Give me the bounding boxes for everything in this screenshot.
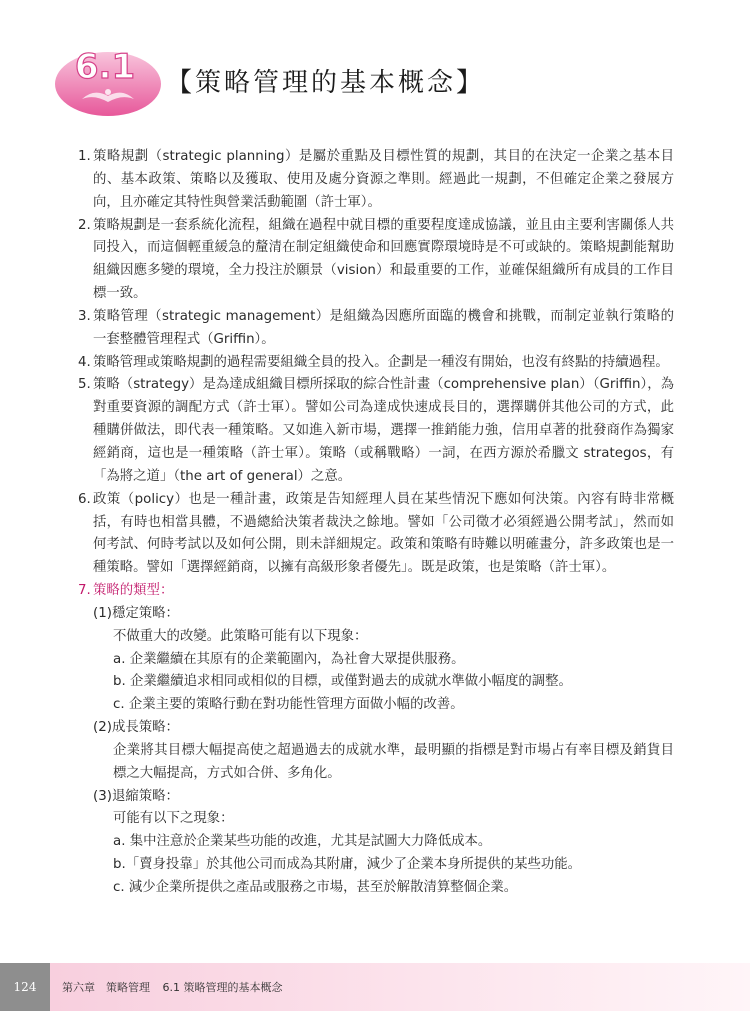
list-item: 3. 策略管理（strategic management）是組織為因應所面臨的機會和挑戰，而制定並執行策略的一套整體管理程式（Griffin）。 [78, 306, 674, 352]
item-text: 策略管理（strategic management）是組織為因應所面臨的機會和挑戰，而制定並執行策略的一套整體管理程式（Griffin）。 [93, 308, 674, 347]
sub-list-item: c. 減少企業所提供之產品或服務之市場，甚至於解散清算整個企業。 [113, 880, 518, 895]
section-badge [52, 44, 164, 118]
item-text: 策略（strategy）是為達成組織目標所採取的綜合性計畫（comprehensive plan）（Griffin），為對重要資源的調配方式（許士軍）。譬如公司為達成快速成長目的，選擇購併其他公司的方式，此種購併做法，即代表一種策略。又如進入新市場，選擇一推銷能力強，信用卓著的批發商作為獨家經銷商，這也是一種策略（許士軍）。策略（或稱戰略）一詞，在西方源於希臘文 strategos，有「為將之道」（the art of general）之意。 [93, 377, 674, 484]
stable-strategy [78, 603, 674, 717]
list-item: 2. 策略規劃是一套系統化流程，組織在過程中就目標的重要程度達成協議，並且由主要利害關係人共同投入，而這個輕重緩急的釐清在制定組織使命和回應實際環境時是不可或缺的。策略規劃能幫助組織因應多變的環境，全力投注於願景（vision）和最重要的工作，並確保組織所有成員的工作目標一致。 [78, 215, 674, 306]
subsection-label: (1)穩定策略： [93, 605, 179, 621]
page-number: 124 [0, 963, 50, 1011]
retrenchment-strategy [78, 786, 674, 900]
section-title: 【策略管理的基本概念】 [166, 68, 486, 98]
list-item: 4. 策略管理或策略規劃的過程需要組織全員的投入。企劃是一種沒有開始，也沒有終點的持續過程。 [78, 352, 674, 375]
sub-list-item: c. 企業主要的策略行動在對功能性管理方面做小幅的改善。 [113, 697, 464, 713]
subsection-label: (3)退縮策略： [93, 788, 179, 804]
badge-number: 6.1 [74, 47, 136, 87]
item-text: 政策（policy）也是一種計畫，政策是告知經理人員在某些情況下應如何決策。內容有時非常概括，有時也相當具體，不過總給決策者裁決之餘地。譬如「公司徵才必須經過公開考試」，然而如何考試、何時考試以及如何公開，則未詳細規定。政策和策略有時難以明確畫分，許多政策也是一種策略。譬如「選擇經銷商，以擁有高級形象者優先」。既是政策，也是策略（許士軍）。 [93, 491, 674, 576]
subsection-intro: 企業將其目標大幅提高使之超過過去的成就水準，最明顯的指標是對市場占有率目標及銷貨目標之大幅提高，方式如合併、多角化。 [113, 742, 674, 781]
sub-list-item: b. 企業繼續追求相同或相似的目標，或僅對過去的成就水準做小幅度的調整。 [113, 674, 572, 690]
subsection-intro: 不做重大的改變。此策略可能有以下現象： [113, 628, 368, 644]
growth-strategy [78, 717, 674, 786]
sub-list-item: b.「賣身投靠」於其他公司而成為其附庸，減少了企業本身所提供的某些功能。 [113, 857, 582, 873]
list-item: 5. 策略（strategy）是為達成組織目標所採取的綜合性計畫（comprehensive plan）（Griffin），為對重要資源的調配方式（許士軍）。譬如公司為達成快速成長目的，選擇購併其他公司的方式，此種購併做法，即代表一種策略。又如進入新市場，選擇一推銷能力強，信用卓著的批發商作為獨家經銷商，這也是一種策略（許士軍）。策略（或稱戰略）一詞，在西方源於希臘文 strategos，有「為將之道」（the art of general）之意。 [78, 374, 674, 488]
list-item: 6. 政策（policy）也是一種計畫，政策是告知經理人員在某些情況下應如何決策。內容有時非常概括，有時也相當具體，不過總給決策者裁決之餘地。譬如「公司徵才必須經過公開考試」，然而如何考試、何時考試以及如何公開，則未詳細規定。政策和策略有時難以明確畫分，許多政策也是一種策略。譬如「選擇經銷商，以擁有高級形象者優先」。既是政策，也是策略（許士軍）。 [78, 489, 674, 580]
footer-section: 6.1 策略管理的基本概念 [162, 981, 283, 994]
item-text: 策略管理或策略規劃的過程需要組織全員的投入。企劃是一種沒有開始，也沒有終點的持續過程。 [93, 354, 669, 370]
strategy-types-heading: 7. 策略的類型： [78, 583, 174, 599]
item-text: 策略規劃（strategic planning）是屬於重點及目標性質的規劃，其目的在決定一企業之基本目的、基本政策、策略以及獲取、使用及處分資源之準則。經過此一規劃，不但確定企業之發展方向，且亦確定其特性與營業活動範圍（許士軍）。 [93, 149, 674, 210]
subsection-label: (2)成長策略： [93, 720, 179, 736]
sub-list-item: a. 集中注意於企業某些功能的改進，尤其是試圖大力降低成本。 [113, 834, 492, 850]
page-footer [0, 963, 750, 1011]
sub-list-item: a. 企業繼續在其原有的企業範圍內，為社會大眾提供服務。 [113, 651, 465, 667]
subsection-intro: 可能有以下之現象： [113, 811, 234, 827]
item-text: 策略規劃是一套系統化流程，組織在過程中就目標的重要程度達成協議，並且由主要利害關係人共同投入，而這個輕重緩急的釐清在制定組織使命和回應實際環境時是不可或缺的。策略規劃能幫助組織因應多變的環境，全力投注於願景（vision）和最重要的工作，並確保組織所有成員的工作目標一致。 [93, 217, 674, 302]
footer-chapter: 第六章 策略管理 [62, 981, 150, 994]
list-item: 1. 策略規劃（strategic planning）是屬於重點及目標性質的規劃，其目的在決定一企業之基本目的、基本政策、策略以及獲取、使用及處分資源之準則。經過此一規劃，不但確定企業之發展方向，且亦確定其特性與營業活動範圍（許士軍）。 [78, 146, 674, 215]
content [78, 146, 674, 900]
breadcrumb [62, 979, 292, 995]
